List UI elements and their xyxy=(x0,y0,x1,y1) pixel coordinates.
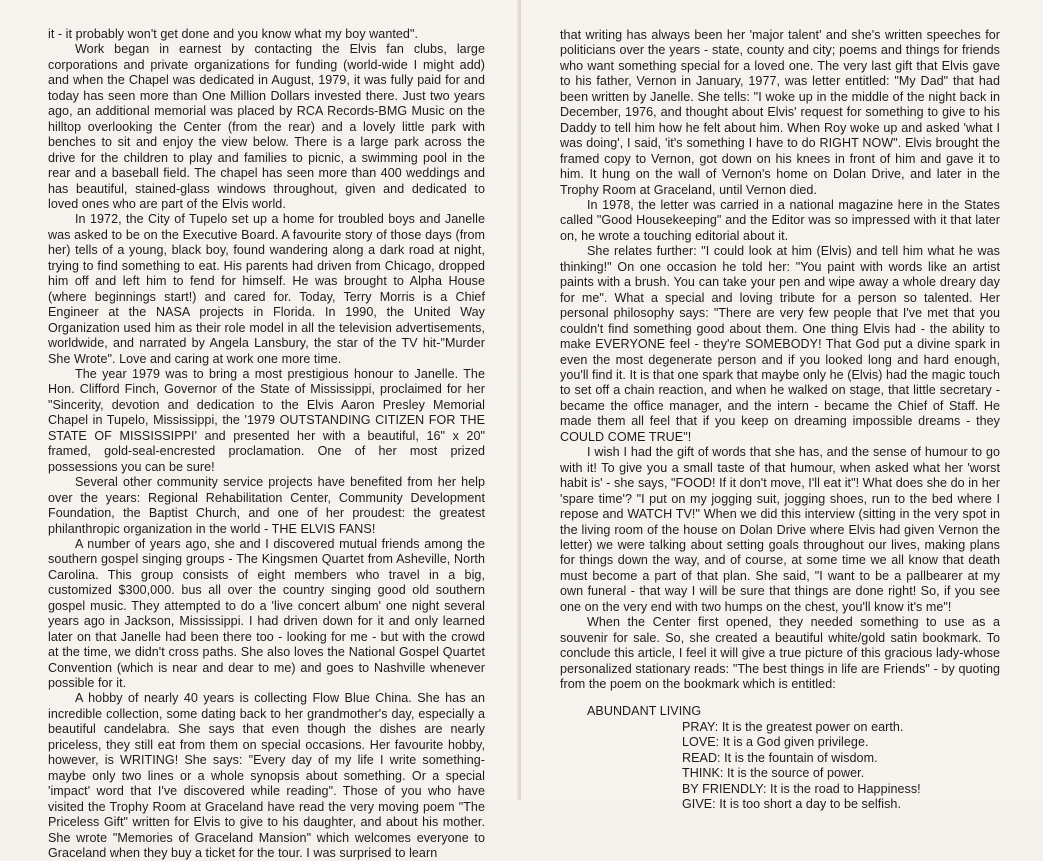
poem-block xyxy=(560,704,1000,812)
poem-line: THINK: It is the source of power. xyxy=(682,766,865,781)
paragraph: Several other community service projects have benefited from her help over the years: Regional Rehabilitation Center, Community Development Foundation, the Baptist Church, and one of her proudest: the greatest philanthropic organization in the world - THE ELVIS FANS! xyxy=(48,475,485,536)
paragraph: In 1972, the City of Tupelo set up a home for troubled boys and Janelle was asked to be on the Executive Board. A favourite story of those days (from her) tells of a young, black boy, found wandering along a dark road at night, trying to find something to eat. His parents had driven from Chicago, dropped him off and left him to fend for himself. He was brought to Alpha House (where beginnings start!) and cared for. Today, Terry Morris is a Chief Engineer at the NASA projects in Florida. In 1990, the United Way Organization used him as their role model in all the television advertisements, worldwide, and narrated by Angela Lansbury, the star of the TV hit-"Murder She Wrote". Love and caring at work one more time. xyxy=(48,212,485,366)
paragraph: She relates further: "I could look at him (Elvis) and tell him what he was thinking!" On one occasion he told her: "You paint with words like an artist paints with a brush. You can take your pen and wipe away a whole dreary day for me". What a special and loving tribute for a person so talented. Her personal philosophy says: "There are very few people that I've met that you couldn't find something good about them. One thing Elvis had - the ability to make EVERYONE feel - they're SOMEBODY! That God put a divine spark in even the most degenerate person and if you looked long and hard enough, you'll find it. It is that one spark that maybe only he (Elvis) had the magic touch to set off a chain reaction, and when he walked on stage, that little secretary - became the office manager, and the intern - became the Chief of Staff. He made them all feel that if you keep on dreaming impossible dreams - they COULD COME TRUE"! xyxy=(560,244,1000,444)
paragraph: A hobby of nearly 40 years is collecting Flow Blue China. She has an incredible collection, some dating back to her grandmother's day, especially a beautiful candelabra. She says that even though the dishes are nearly priceless, they still eat from them on special occasions. Her favourite hobby, however, is WRITING! She says: "Every day of my life I write something-maybe only two lines or a whole synopsis about something. Or a special 'impact' word that I've discovered while reading". Those of you who have visited the Trophy Room at Graceland have read the very moving poem "The Priceless Gift" written for Elvis to give to his daughter, and about his mother. She wrote "Memories of Graceland Mansion" which welcomes everyone to Graceland when they buy a ticket for the tour. I was surprised to learn xyxy=(48,691,485,861)
right-page xyxy=(521,0,1043,812)
left-page xyxy=(0,0,521,861)
paragraph: I wish I had the gift of words that she has, and the sense of humour to go with it! To give you a small taste of that humour, when asked what her 'worst habit is' - she says, "FOOD! If it don't move, I'll eat it"! What does she do in her 'spare time'? "I put on my jogging suit, jogging shoes, run to the bed where I repose and WATCH TV!" When we did this interview (sitting in the very spot in the living room of the house on Dolan Drive where Elvis had given Vernon the letter) we were talking about setting goals throughout our lives, making plans for things down the way, and of course, at some time we all know that death must become a part of that plan. She said, "I want to be a pallbearer at my own funeral - that way I will be sure that things are done right! So, if you see one on the very end with two humps on the chest, you'll know it's me"! xyxy=(560,445,1000,614)
right-text-column xyxy=(560,28,1000,813)
paragraph: that writing has always been her 'major talent' and she's written speeches for politicians over the years - state, county and city; poems and things for friends who want something special for a loved one. The very last gift that Elvis gave to his father, Vernon in January, 1977, was letter entitled: "My Dad" that had been written by Janelle. She tells: "I woke up in the middle of the night back in December, 1976, and thought about Elvis' request for something to give to his Daddy to tell him how he felt about him. When Roy woke up and asked 'what I was doing', I said, 'it's something I have to do RIGHT NOW". Elvis brought the framed copy to Vernon, got down on his knees in front of him and gave it to him. It hung on the wall of Vernon's home on Dolan Drive, and later in the Trophy Room at Graceland, until Vernon died. xyxy=(560,28,1000,197)
paragraph: Work began in earnest by contacting the Elvis fan clubs, large corporations and private organizations for funding (world-wide I might add) and when the Chapel was dedicated in August, 1979, it was fully paid for and today has seen more than One Million Dollars invested there. Just two years ago, an additional memorial was placed by RCA Records-BMG Music on the hilltop overlooking the Center (from the rear) and a lovely little park with benches to sit and enjoy the view below. There is a large park across the drive for the children to play and families to picnic, a swimming pool in the rear and a baseball field. The chapel has seen more than 400 weddings and has beautiful, stained-glass windows throughout, given and dedicated to loved ones who are part of the Elvis world. xyxy=(48,42,485,211)
poem-title: ABUNDANT LIVING xyxy=(587,704,702,719)
paragraph: In 1978, the letter was carried in a national magazine here in the States called "Good Housekeeping" and the Editor was so impressed with it that later on, he wrote a touching editorial about it. xyxy=(560,197,1000,243)
poem-line: LOVE: It is a God given privilege. xyxy=(682,735,869,750)
poem-line: BY FRIENDLY: It is the road to Happiness! xyxy=(682,781,921,796)
poem-line: READ: It is the fountain of wisdom. xyxy=(682,750,878,765)
paragraph: The year 1979 was to bring a most prestigious honour to Janelle. The Hon. Clifford Finch, Governor of the State of Mississippi, proclaimed for her "Sincerity, devotion and dedication to the Elvis Aaron Presley Memorial Chapel in Tupelo, Mississippi, the '1979 OUTSTANDING CITIZEN FOR THE STATE OF MISSISSIPPI' and presented her with a beautiful, 16" x 20" framed, gold-seal-encrested proclamation. One of her most prized possessions you can be sure! xyxy=(48,366,485,474)
poem-line: PRAY: It is the greatest power on earth. xyxy=(682,719,904,734)
paragraph: it - it probably won't get done and you know what my boy wanted". xyxy=(48,27,418,41)
poem-line: GIVE: It is too short a day to be selfish. xyxy=(682,797,901,812)
paragraph: A number of years ago, she and I discovered mutual friends among the southern gospel singing groups - The Kingsmen Quartet from Asheville, North Carolina. This group consists of eight members who travel in a big, customized $300,000. bus all over the country singing good old southern gospel music. They attempted to do a 'live concert album' one night several years ago in Jackson, Mississippi. I had driven down for it and only learned later on that Janelle had been there too - looking for me - but with the crowd at the time, we didn't cross paths. She also loves the National Gospel Quartet Convention (which is near and dear to me) and goes to Nashville whenever possible for it. xyxy=(48,536,485,691)
poem-lines xyxy=(560,720,1000,813)
left-text-column xyxy=(48,27,485,861)
paragraph: When the Center first opened, they needed something to use as a souvenir for sale. So, she created a beautiful white/gold satin bookmark. To conclude this article, I feel it will give a true picture of this gracious lady-whose personalized stationary reads: "The best things in life are Friends" - by quoting from the poem on the bookmark which is entitled: xyxy=(560,615,1000,692)
